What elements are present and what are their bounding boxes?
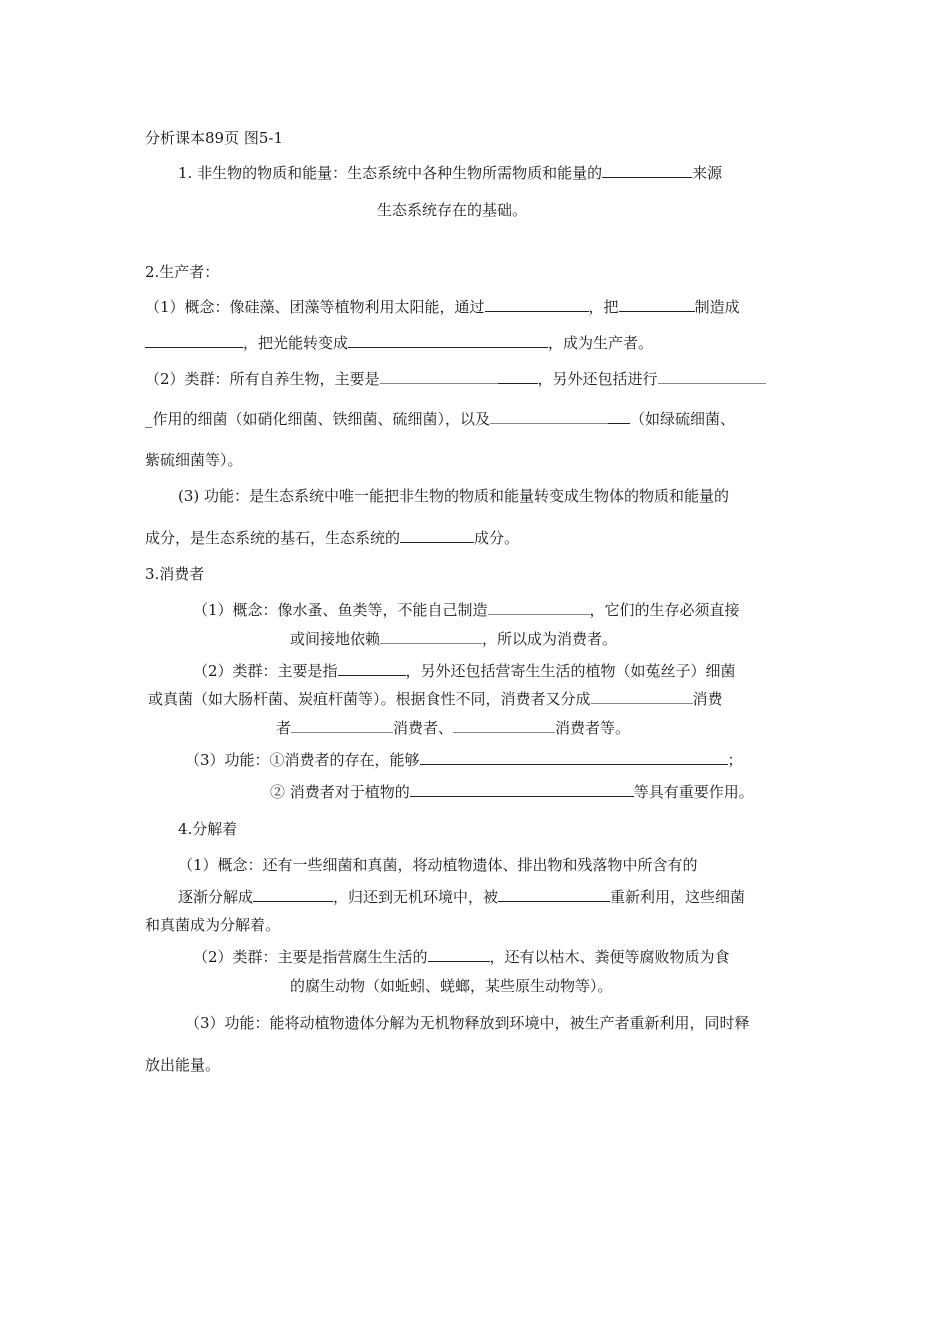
s2-function-line-1: (3) 功能：是生态系统中唯一能把非生物的物质和能量转变成生物体的物质和能量的 [178, 487, 730, 505]
s4-group-line-2: 的腐生动物（如蚯蚓、蜣螂，某些原生动物等）。 [290, 977, 613, 995]
text: 成分，是生态系统的基石，生态系统的 [145, 529, 401, 547]
blank[interactable] [380, 629, 482, 644]
text: ，把 [588, 298, 619, 316]
text: 等具有重要作用。 [633, 783, 754, 801]
s2-group-line-1 [145, 369, 766, 389]
s2-concept-line-1 [145, 297, 740, 317]
blank[interactable] [291, 718, 393, 733]
text: ； [727, 751, 743, 769]
s4-group-line-1 [193, 947, 730, 967]
text: 消费 [692, 690, 723, 708]
s2-concept-line-2 [145, 333, 653, 353]
text: 者 [276, 719, 292, 737]
text: 消费者、 [393, 719, 454, 737]
text: （1）概念：像水蚤、鱼类等，不能自己制造 [193, 601, 488, 619]
text: ，所以成为消费者。 [482, 630, 618, 648]
text: ，它们的生存必须直接 [589, 601, 740, 619]
text: ，还有以枯木、粪便等腐败物质为食 [489, 948, 730, 966]
s3-concept-line-2 [290, 629, 617, 649]
text: （如绿硫细菌、 [630, 410, 736, 428]
text: （3）功能：①消费者的存在，能够 [185, 751, 420, 769]
blank[interactable] [591, 689, 693, 704]
section-title-consumer: 3.消费者 [145, 565, 205, 583]
blank[interactable] [498, 369, 538, 384]
text: （2）类群：主要是指营腐生生活的 [193, 948, 428, 966]
s2-group-line-2 [145, 409, 735, 429]
s1-text-a: 1. 非生物的物质和能量：生态系统中各种生物所需物质和能量的 [178, 164, 603, 182]
blank[interactable] [420, 750, 728, 765]
text: （1）概念：像硅藻、团藻等植物利用太阳能，通过 [145, 298, 485, 316]
text: ，归还到无机环境中，被 [333, 888, 499, 906]
s3-function-line-1 [185, 750, 743, 770]
s4-concept-line-2 [178, 887, 745, 907]
text: ② 消费者对于植物的 [270, 783, 410, 801]
s1-text-b: 来源 [692, 164, 723, 182]
blank[interactable] [380, 369, 498, 384]
s3-group-line-2 [148, 689, 723, 709]
text: 消费者等。 [555, 719, 631, 737]
text: ，把光能转变成 [243, 334, 349, 352]
blank[interactable] [490, 409, 608, 424]
text: ，成为生产者。 [548, 334, 654, 352]
blank[interactable] [145, 333, 243, 348]
text: ，另外还包括营寄生生活的植物（如菟丝子）细菌 [405, 662, 736, 680]
text: 成分。 [474, 529, 520, 547]
s1-line-1 [178, 163, 722, 183]
blank[interactable] [602, 163, 692, 178]
blank[interactable] [619, 297, 695, 312]
blank[interactable] [453, 718, 555, 733]
blank[interactable] [498, 887, 610, 902]
blank[interactable] [400, 528, 474, 543]
blank[interactable] [410, 782, 634, 797]
blank[interactable] [608, 409, 630, 424]
s4-function-line-1: （3）功能：能将动植物遗体分解为无机物释放到环境中，被生产者重新利用，同时释 [185, 1014, 750, 1032]
s1-line-2: 生态系统存在的基础。 [377, 201, 528, 219]
text: 或真菌（如大肠杆菌、炭疽杆菌等）。根据食性不同，消费者又分成 [148, 690, 591, 708]
s3-function-line-2 [270, 782, 754, 802]
blank[interactable] [253, 887, 333, 902]
s2-group-line-3: 紫硫细菌等）。 [145, 451, 243, 469]
text: 重新利用，这些细菌 [610, 888, 746, 906]
blank[interactable] [658, 369, 766, 384]
section-title-decomposer: 4.分解着 [178, 820, 238, 838]
text: 或间接地依赖 [290, 630, 381, 648]
blank[interactable] [348, 333, 548, 348]
s4-concept-line-1: （1）概念：还有一些细菌和真菌，将动植物遗体、排出物和残落物中所含有的 [178, 856, 698, 874]
s3-group-line-3 [276, 718, 630, 738]
text: ，另外还包括进行 [537, 370, 658, 388]
section-title-producer: 2.生产者： [145, 263, 220, 281]
s4-concept-line-3: 和真菌成为分解着。 [145, 916, 281, 934]
s2-function-line-2 [145, 528, 519, 548]
page-reference: 分析课本89页 图5-1 [145, 129, 284, 147]
blank[interactable] [488, 600, 590, 615]
text: （2）类群：主要是指 [193, 662, 338, 680]
text: _作用的细菌（如硝化细菌、铁细菌、硫细菌），以及 [145, 410, 491, 428]
blank[interactable] [338, 661, 406, 676]
text: （2）类群：所有自养生物，主要是 [145, 370, 380, 388]
text: 逐渐分解成 [178, 888, 254, 906]
s4-function-line-2: 放出能量。 [145, 1056, 221, 1074]
text: 制造成 [694, 298, 740, 316]
s3-concept-line-1 [193, 600, 740, 620]
blank[interactable] [428, 947, 490, 962]
s3-group-line-1 [193, 661, 736, 681]
blank[interactable] [485, 297, 589, 312]
